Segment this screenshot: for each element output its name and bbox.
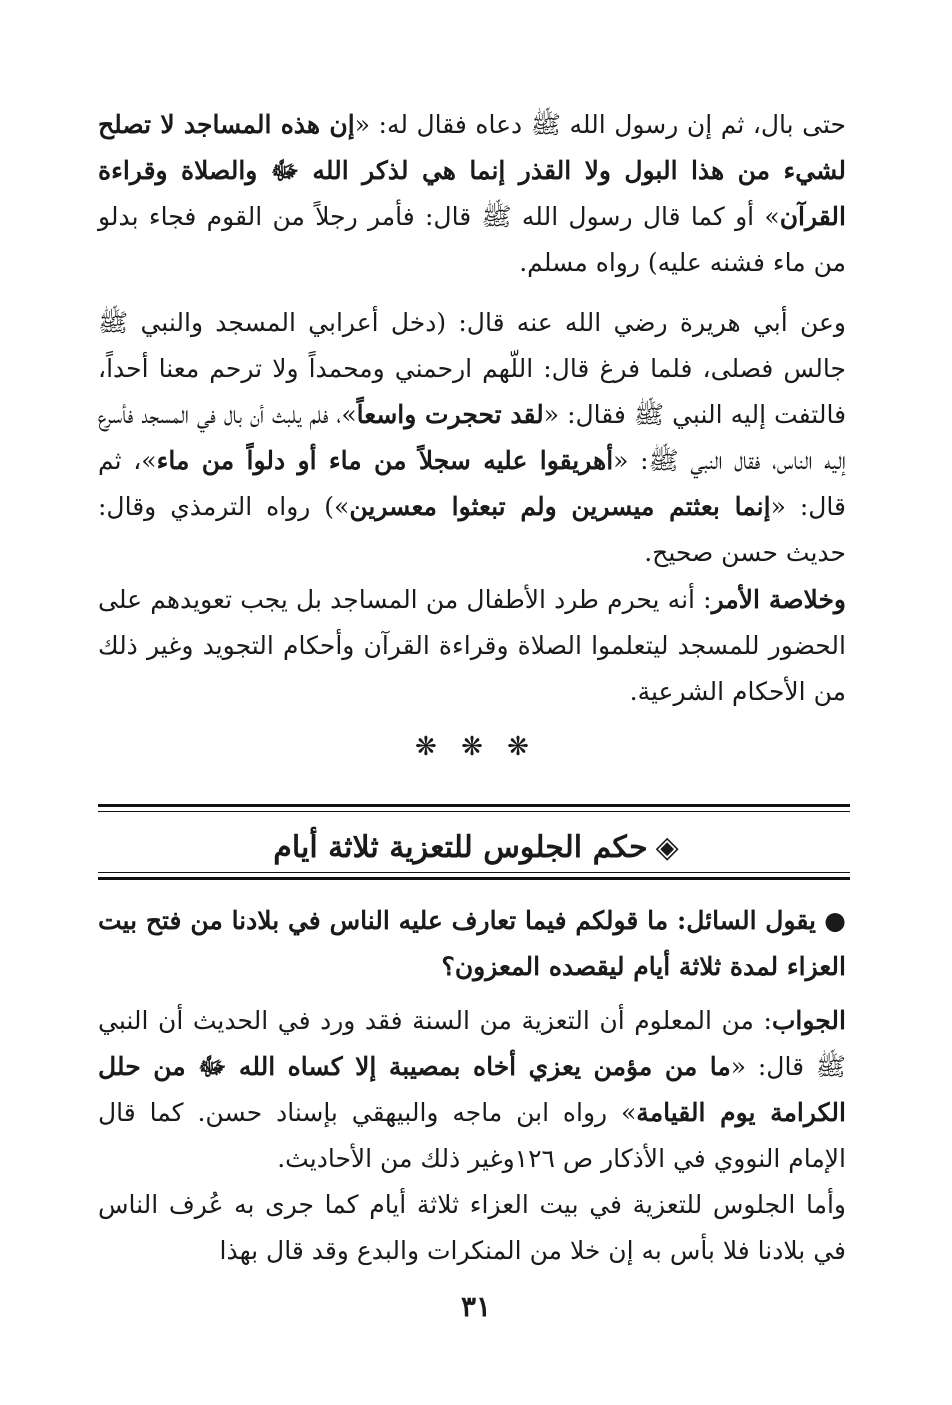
hadith-quote-bold: إنما بعثتم ميسرين ولم تبعثوا معسرين — [349, 492, 771, 521]
paragraph-hadith-mosque — [98, 102, 846, 286]
conclusion-label: وخلاصة الأمر — [711, 585, 846, 614]
paragraph-sitting-condolence — [98, 1182, 846, 1274]
section-heading — [0, 826, 952, 870]
rule-top-thin — [98, 811, 850, 812]
paragraph-text: : من المعلوم أن التعزية من السنة فقد ورد في الحديث أن النبي ﷺ قال: « — [98, 1006, 847, 1081]
paragraph-text: ») رواه الترمذي وقال: حديث حسن صحيح. — [98, 492, 846, 567]
paragraph-text: » رواه ابن ماجه والبيهقي بإسناد حسن. كما قال الإمام النووي في الأذكار ص ١٢٦وغير ذلك من الأحاديث. — [98, 1098, 846, 1173]
hadith-quote-bold: إن هذه المساجد لا تصلح لشيء من هذا البول ولا القذر إنما هي لذكر الله ﷻ والصلاة وقراءة القرآن — [98, 110, 846, 231]
paragraph-text: وعن أبي هريرة رضي الله عنه قال: (دخل أعرابي المسجد والنبي ﷺ جالس فصلى، فلما فرغ قال: اللّهم ارحمني ومحمداً ولا ترحم معنا أحداً، فالتفت إليه النبي ﷺ فقال: « — [98, 308, 847, 429]
question-text: يقول السائل: ما قولكم فيما تعارف عليه الناس في بلادنا من فتح بيت العزاء لمدة ثلاثة أيام ليقصده المعزون؟ — [98, 906, 846, 981]
page-number: ٣١ — [460, 1290, 492, 1323]
section-title: حكم الجلوس للتعزية ثلاثة أيام — [273, 830, 648, 865]
paragraph-question — [98, 898, 846, 990]
paragraph-text: » أو كما قال رسول الله ﷺ قال: فأمر رجلاً من القوم فجاء بدلو من ماء فشنه عليه) رواه مسلم. — [98, 202, 846, 277]
paragraph-conclusion — [98, 577, 846, 715]
paragraph-answer — [98, 998, 846, 1182]
paragraph-text: »، فلم يلبث أن بال في المسجد فأسرع إليه الناس، فقال النبي ﷺ: « — [98, 400, 846, 475]
rule-bottom-thick — [98, 877, 850, 880]
section-separator: ❋ ❋ ❋ — [415, 732, 537, 762]
rule-bottom-thin — [98, 872, 850, 873]
paragraph-text: »، ثم قال: « — [98, 446, 846, 521]
hadith-quote-bold: ما من مؤمن يعزي أخاه بمصيبة إلا كساه الله ﷻ من حلل الكرامة يوم القيامة — [98, 1052, 846, 1127]
answer-label: الجواب — [771, 1006, 846, 1035]
paragraph-text: : أنه يحرم طرد الأطفال من المساجد بل يجب تعويدهم على الحضور للمسجد ليتعلموا الصلاة وقراءة القرآن وأحكام التجويد وغير ذلك من الأحكام الشرعية. — [98, 585, 846, 706]
bullet-icon: ● — [816, 906, 846, 935]
rule-top-thick — [98, 804, 850, 807]
hadith-quote-bold: لقد تحجرت واسعاً — [356, 400, 544, 429]
paragraph-text: وأما الجلوس للتعزية في بيت العزاء ثلاثة أيام كما جرى به عُرف الناس في بلادنا فلا بأس به إن خلا من المنكرات والبدع وقد قال بهذا — [98, 1190, 846, 1265]
paragraph-text: حتى بال، ثم إن رسول الله ﷺ دعاه فقال له: « — [354, 110, 846, 139]
paragraph-abu-hurayra — [98, 300, 846, 576]
hadith-quote-bold: أهريقوا عليه سجلاً من ماء أو دلواً من ماء — [156, 446, 614, 475]
diamond-icon: ◈ — [655, 830, 679, 865]
